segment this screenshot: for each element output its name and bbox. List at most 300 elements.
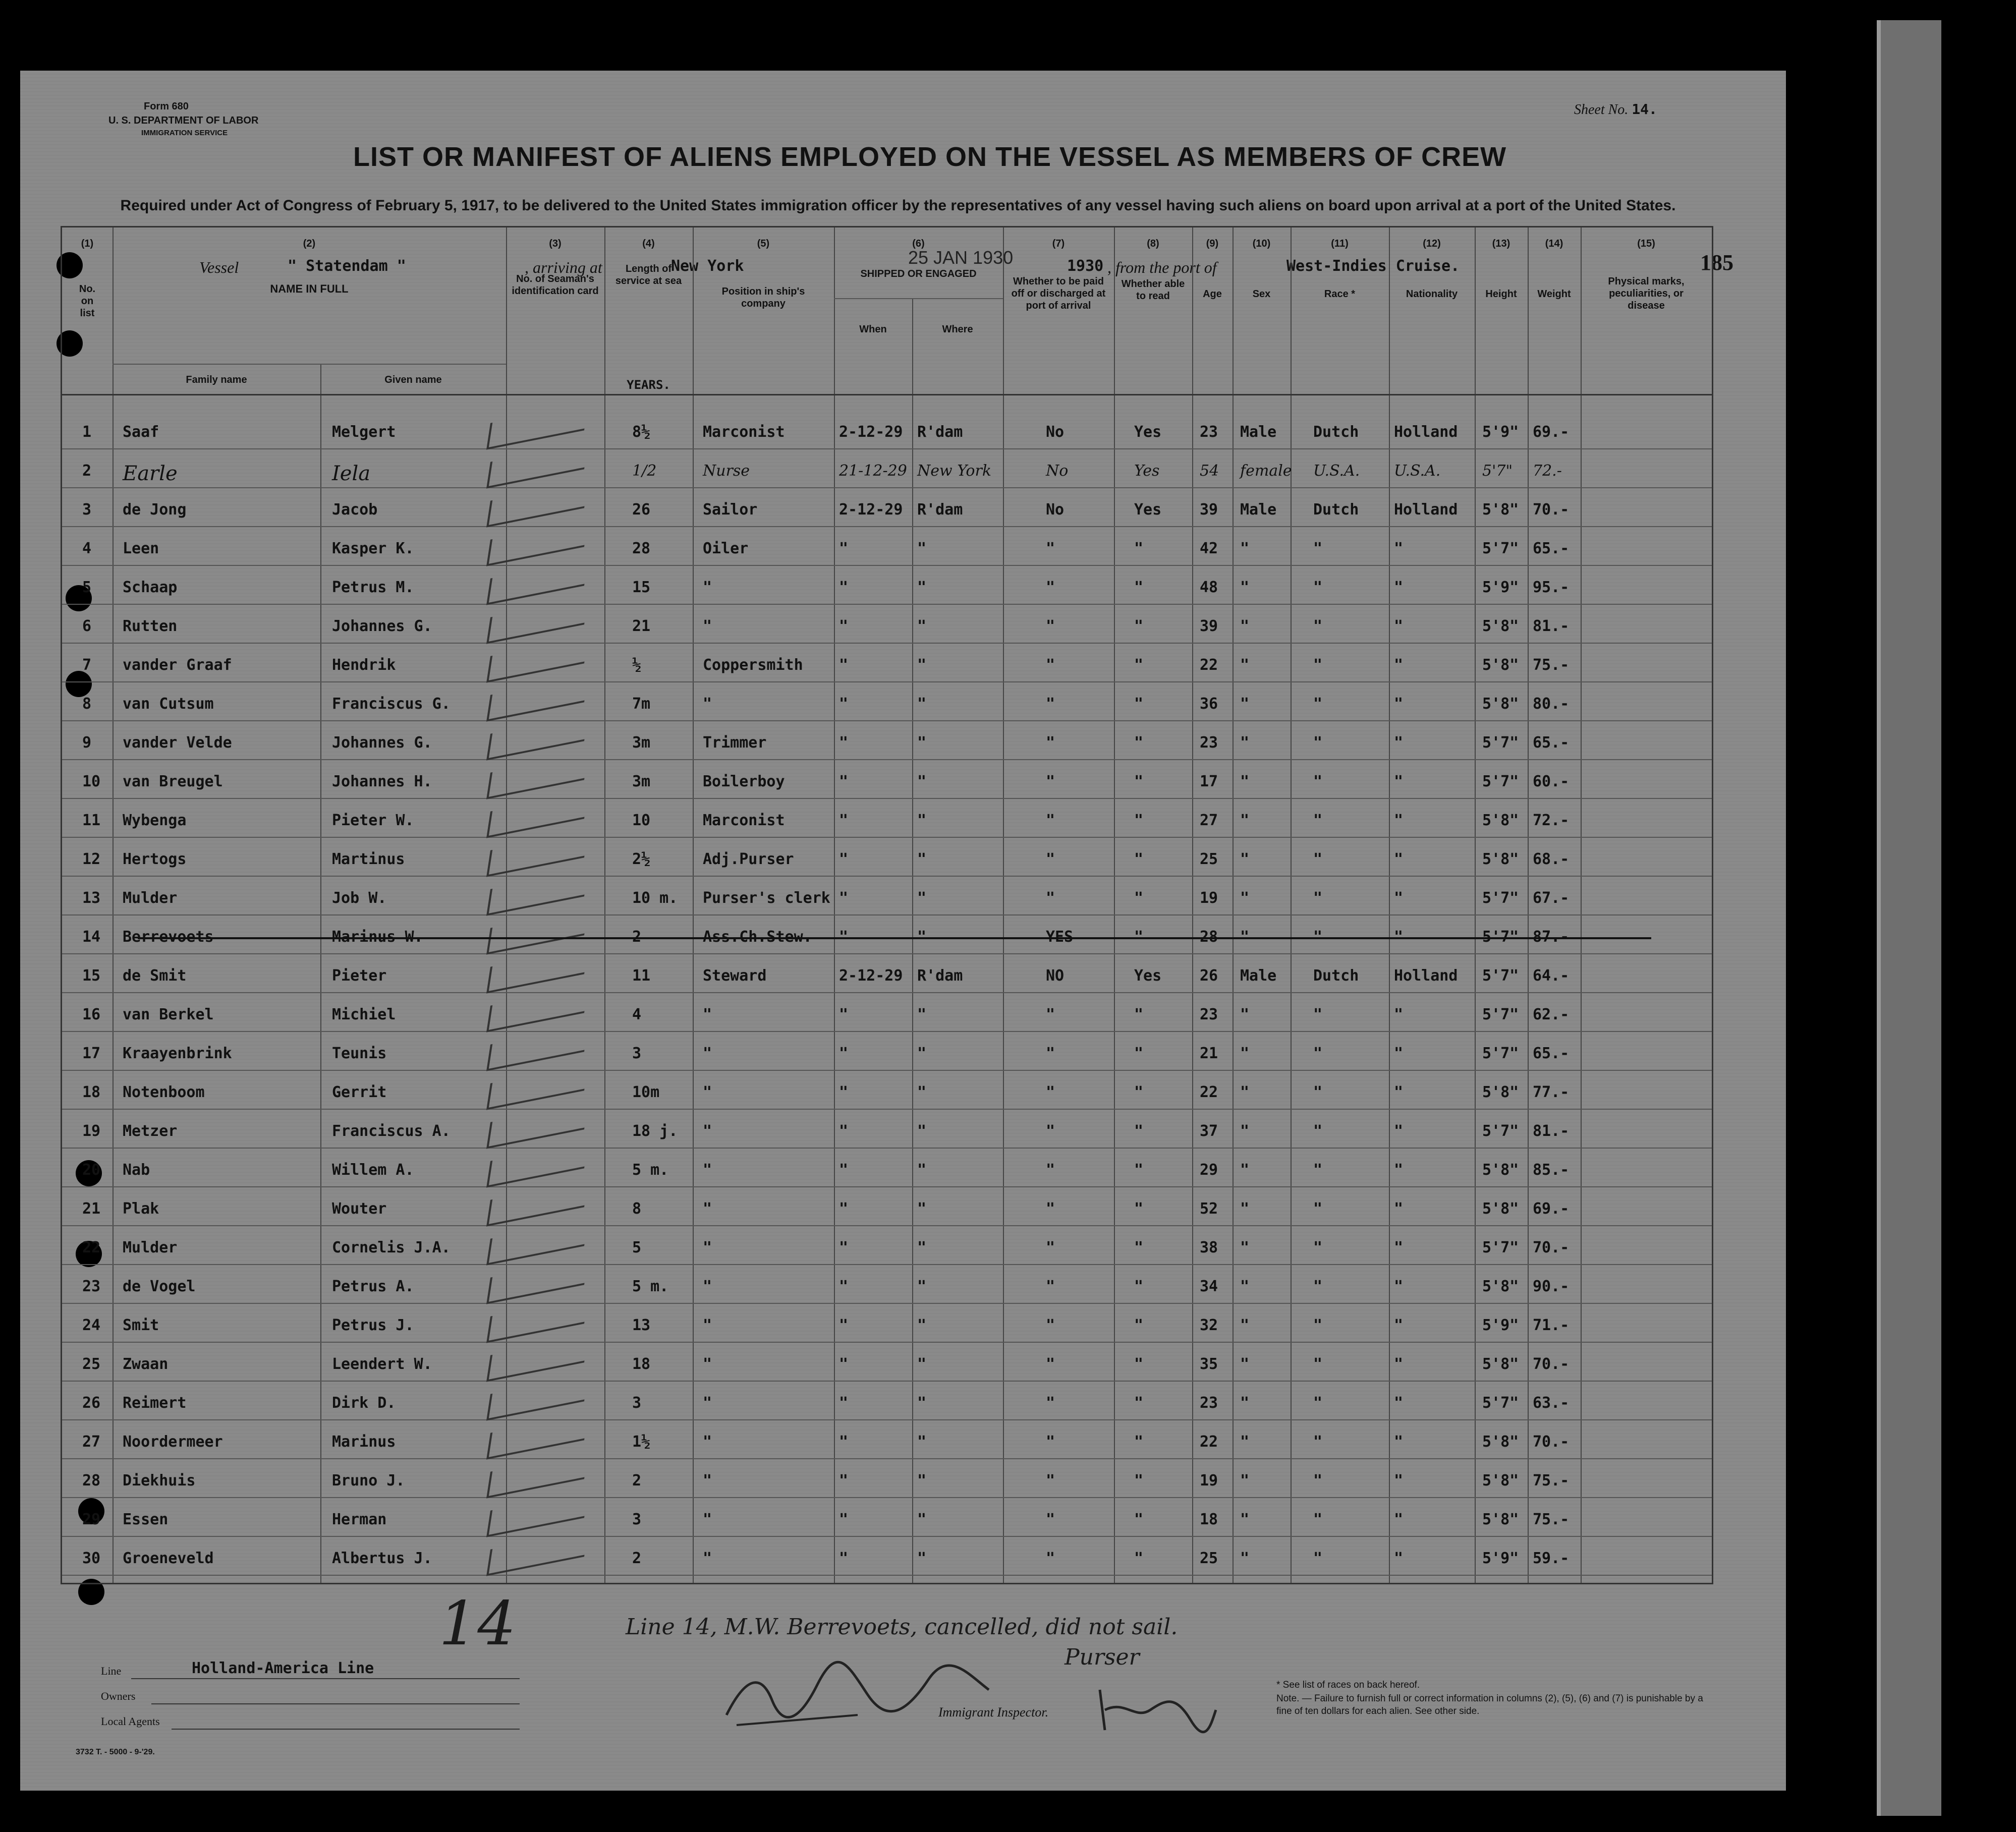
shipped-when: " [839, 812, 849, 829]
paid-off: " [1046, 1278, 1055, 1295]
shipped-where: " [917, 579, 927, 596]
col-divider [604, 227, 605, 1583]
paid-off: " [1046, 1045, 1055, 1062]
weight: 68.- [1533, 850, 1570, 868]
able-to-read: Yes [1134, 462, 1160, 480]
row-number: 20 [82, 1161, 101, 1179]
shipped-where: " [917, 1511, 927, 1528]
given-name: Johannes G. [332, 617, 432, 635]
position: Purser's clerk [703, 889, 830, 907]
check-mark-icon [486, 908, 588, 954]
able-to-read: " [1134, 734, 1144, 752]
weight: 59.- [1533, 1550, 1570, 1567]
shipped-where: " [917, 1200, 927, 1218]
age: 29 [1200, 1161, 1218, 1179]
position: Marconist [703, 423, 785, 441]
col14-num: (14) [1545, 238, 1563, 249]
strike-through-line [138, 937, 1651, 939]
given-name: Pieter W. [332, 812, 414, 829]
row-number: 24 [82, 1316, 101, 1334]
row-number: 11 [82, 812, 101, 829]
row-rule [62, 992, 1712, 993]
family-name: Noordermeer [123, 1433, 223, 1451]
weight: 72.- [1533, 462, 1562, 480]
able-to-read: " [1134, 812, 1144, 829]
row-number: 12 [82, 850, 101, 868]
able-to-read: " [1134, 1316, 1144, 1334]
weight: 70.- [1533, 1433, 1570, 1451]
shipped-where: " [917, 540, 927, 557]
family-name: Smit [123, 1316, 159, 1334]
row-rule [62, 837, 1712, 838]
position: " [703, 695, 712, 713]
sex: " [1240, 1472, 1250, 1490]
sex: " [1240, 540, 1250, 557]
col11-num: (11) [1331, 238, 1349, 249]
row-rule [62, 681, 1712, 682]
shipped-where: " [917, 1278, 927, 1295]
nationality: " [1394, 812, 1404, 829]
nationality: " [1394, 1394, 1404, 1412]
age: 36 [1200, 695, 1218, 713]
nationality: " [1394, 656, 1404, 674]
col2-num: (2) [303, 238, 316, 249]
sex: " [1240, 773, 1250, 790]
given-name: Albertus J. [332, 1550, 432, 1567]
shipped-when: " [839, 1316, 849, 1334]
position: " [703, 1355, 712, 1373]
position: " [703, 1161, 712, 1179]
shipped-when: " [839, 1006, 849, 1023]
nationality: " [1394, 889, 1404, 907]
binding-strip [1877, 20, 1941, 1816]
nationality: " [1394, 1278, 1404, 1295]
paid-off: NO [1046, 967, 1065, 985]
shipped-where: R'dam [917, 423, 963, 441]
check-mark-icon [486, 1297, 588, 1343]
nationality: " [1394, 695, 1404, 713]
row-number: 17 [82, 1045, 101, 1062]
position: Coppersmith [703, 656, 803, 674]
row-number: 8 [82, 695, 92, 713]
sex: " [1240, 1355, 1250, 1373]
race: Dutch [1313, 967, 1359, 985]
col-divider [834, 227, 835, 1583]
shipped-when: " [839, 1394, 849, 1412]
race: " [1313, 1045, 1323, 1062]
position: Trimmer [703, 734, 767, 752]
paid-off: " [1046, 1316, 1055, 1334]
check-mark-icon [486, 986, 588, 1032]
shipped-where: R'dam [917, 967, 963, 985]
shipped-when: 2-12-29 [839, 501, 903, 519]
family-name: Diekhuis [123, 1472, 196, 1490]
check-mark-icon [486, 520, 588, 566]
sex: " [1240, 1278, 1250, 1295]
race: " [1313, 734, 1323, 752]
age: 48 [1200, 579, 1218, 596]
col7-num: (7) [1052, 238, 1065, 249]
row-rule [62, 604, 1712, 605]
row-number: 1 [82, 423, 92, 441]
given-name: Hendrik [332, 656, 396, 674]
able-to-read: " [1134, 540, 1144, 557]
length-of-service: 5 m. [632, 1278, 669, 1295]
row-number: 18 [82, 1083, 101, 1101]
sex: " [1240, 656, 1250, 674]
race: " [1313, 617, 1323, 635]
height: 5'7" [1482, 889, 1519, 907]
shipped-when: 21-12-29 [839, 462, 907, 480]
age: 19 [1200, 889, 1218, 907]
age: 22 [1200, 656, 1218, 674]
position: " [703, 1316, 712, 1334]
height: 5'9" [1482, 1316, 1519, 1334]
row-rule [62, 448, 1712, 449]
able-to-read: " [1134, 1122, 1144, 1140]
length-of-service: 10 m. [632, 889, 678, 907]
sex: Male [1240, 967, 1277, 985]
shipped-when: 2-12-29 [839, 423, 903, 441]
row-number: 14 [82, 928, 101, 946]
check-mark-icon [486, 792, 588, 838]
page-title: LIST OR MANIFEST OF ALIENS EMPLOYED ON THE VESSEL AS MEMBERS OF CREW [353, 142, 1507, 172]
given-name: Cornelis J.A. [332, 1239, 451, 1256]
race: " [1313, 1200, 1323, 1218]
age: 18 [1200, 1511, 1218, 1528]
row-rule [62, 1536, 1712, 1537]
row-number: 25 [82, 1355, 101, 1373]
position: " [703, 1083, 712, 1101]
position: Ass.Ch.Stew. [703, 928, 812, 946]
able-to-read: " [1134, 1394, 1144, 1412]
race: " [1313, 1394, 1323, 1412]
check-mark-icon [486, 481, 588, 527]
col-given-header: Given name [384, 374, 442, 385]
vessel-name: " Statendam " [288, 257, 406, 275]
row-rule [62, 914, 1712, 915]
given-name: Bruno J. [332, 1472, 405, 1490]
col9-num: (9) [1206, 238, 1219, 249]
family-name: Reimert [123, 1394, 187, 1412]
shipped-where: " [917, 812, 927, 829]
shipped-where: " [917, 617, 927, 635]
col4-num: (4) [642, 238, 655, 249]
position: Sailor [703, 501, 758, 519]
paid-off: " [1046, 1355, 1055, 1373]
col6-num: (6) [912, 238, 925, 249]
weight: 65.- [1533, 734, 1570, 752]
able-to-read: " [1134, 773, 1144, 790]
race: " [1313, 1433, 1323, 1451]
sex: Male [1240, 423, 1277, 441]
family-name: Mulder [123, 1239, 178, 1256]
check-mark-icon [486, 831, 588, 877]
shipped-where: " [917, 1239, 927, 1256]
length-of-service: 3 [632, 1045, 642, 1062]
row-number: 19 [82, 1122, 101, 1140]
check-mark-icon [486, 1025, 588, 1071]
nationality: " [1394, 1161, 1404, 1179]
col-paid-header: Whether to be paid off or discharged at port of arrival [1011, 276, 1106, 311]
shipped-when: " [839, 773, 849, 790]
weight: 75.- [1533, 656, 1570, 674]
race: " [1313, 928, 1323, 946]
row-rule [62, 1303, 1712, 1304]
nationality: " [1394, 1355, 1404, 1373]
sex: " [1240, 695, 1250, 713]
weight: 75.- [1533, 1511, 1570, 1528]
row-rule [62, 643, 1712, 644]
shipped-when: " [839, 695, 849, 713]
check-mark-icon [486, 947, 588, 993]
shipped-when: " [839, 889, 849, 907]
race: " [1313, 656, 1323, 674]
race: " [1313, 1550, 1323, 1567]
row-number: 29 [82, 1511, 101, 1528]
nationality: " [1394, 773, 1404, 790]
col-read-header: Whether able to read [1121, 278, 1185, 302]
penalty-note: Note. — Failure to furnish full or correct information in columns (2), (5), (6) and (7) is punishable by a fine of ten dollars for each alien. See other side. [1276, 1693, 1703, 1716]
nationality: " [1394, 1550, 1404, 1567]
col-divider [693, 227, 694, 1583]
family-name: de Jong [123, 501, 187, 519]
col-length-unit: YEARS. [627, 378, 670, 392]
position: Oiler [703, 540, 749, 557]
race: " [1313, 695, 1323, 713]
paid-off: " [1046, 579, 1055, 596]
col12-num: (12) [1423, 238, 1441, 249]
length-of-service: 7m [632, 695, 651, 713]
col-position-header: Position in ship's company [721, 286, 805, 309]
check-mark-icon [486, 598, 588, 644]
able-to-read: " [1134, 617, 1144, 635]
height: 5'8" [1482, 1433, 1519, 1451]
length-of-service: 3 [632, 1394, 642, 1412]
able-to-read: Yes [1134, 967, 1162, 985]
shipped-when: " [839, 1550, 849, 1567]
header-divider [834, 298, 1003, 299]
weight: 70.- [1533, 1355, 1570, 1373]
length-of-service: 1/2 [632, 462, 657, 480]
race: " [1313, 1278, 1323, 1295]
height: 5'7" [1482, 462, 1513, 480]
position: Nurse [703, 462, 750, 480]
row-number: 22 [82, 1239, 101, 1256]
check-mark-icon [486, 1530, 588, 1576]
given-name: Johannes H. [332, 773, 432, 790]
age: 35 [1200, 1355, 1218, 1373]
length-of-service: 2½ [632, 850, 651, 868]
age: 39 [1200, 501, 1218, 519]
race: " [1313, 1122, 1323, 1140]
length-of-service: 5 [632, 1239, 642, 1256]
date-stamp: 25 JAN 1930 [908, 247, 1014, 268]
shipped-where: " [917, 1394, 927, 1412]
family-name: Zwaan [123, 1355, 169, 1373]
paid-off: " [1046, 656, 1055, 674]
row-number: 3 [82, 501, 92, 519]
row-rule [62, 1575, 1712, 1576]
row-rule [62, 720, 1712, 721]
shipped-where: " [917, 773, 927, 790]
length-of-service: 26 [632, 501, 651, 519]
row-number: 13 [82, 889, 101, 907]
given-name: Franciscus A. [332, 1122, 451, 1140]
col5-num: (5) [757, 238, 770, 249]
height: 5'7" [1482, 540, 1519, 557]
sheet-label-text: Sheet No. [1574, 102, 1629, 118]
weight: 62.- [1533, 1006, 1570, 1023]
row-rule [62, 1381, 1712, 1382]
sex: " [1240, 889, 1250, 907]
able-to-read: " [1134, 1161, 1144, 1179]
given-name: Wouter [332, 1200, 387, 1218]
able-to-read: " [1134, 695, 1144, 713]
given-name: Michiel [332, 1006, 396, 1023]
sex: female [1240, 462, 1292, 480]
col3-num: (3) [549, 238, 562, 249]
sex: Male [1240, 501, 1277, 519]
weight: 90.- [1533, 1278, 1570, 1295]
row-number: 2 [82, 462, 92, 480]
col-name-header: NAME IN FULL [270, 282, 349, 295]
age: 54 [1200, 462, 1219, 480]
shipped-where: " [917, 1083, 927, 1101]
cancellation-note: Line 14, M.W. Berrevoets, cancelled, did not sail. [626, 1614, 1178, 1640]
given-name: Pieter [332, 967, 387, 985]
row-number: 23 [82, 1278, 101, 1295]
length-of-service: 21 [632, 617, 651, 635]
paid-off: " [1046, 1161, 1055, 1179]
row-number: 9 [82, 734, 92, 752]
length-of-service: 18 j. [632, 1122, 678, 1140]
purser-label: Purser [1065, 1644, 1140, 1670]
sex: " [1240, 1550, 1250, 1567]
nationality: " [1394, 1239, 1404, 1256]
check-mark-icon [486, 404, 588, 449]
col-length-header: Length of service at sea [615, 263, 682, 287]
nationality: U.S.A. [1394, 462, 1441, 480]
row-number: 26 [82, 1394, 101, 1412]
race: " [1313, 773, 1323, 790]
length-of-service: 2 [632, 1550, 642, 1567]
nationality: " [1394, 579, 1404, 596]
length-of-service: 8 [632, 1200, 642, 1218]
length-of-service: 10m [632, 1083, 660, 1101]
family-name: de Vogel [123, 1278, 196, 1295]
family-name: vander Velde [123, 734, 232, 752]
row-rule [62, 1109, 1712, 1110]
shipped-when: " [839, 1511, 849, 1528]
shipped-where: " [917, 1122, 927, 1140]
length-of-service: 2 [632, 1472, 642, 1490]
col10-num: (10) [1252, 238, 1271, 249]
race: Dutch [1313, 501, 1359, 519]
paid-off: " [1046, 617, 1055, 635]
shipped-when: " [839, 1045, 849, 1062]
row-number: 28 [82, 1472, 101, 1490]
sex: " [1240, 1006, 1250, 1023]
position: Boilerboy [703, 773, 785, 790]
paid-off: " [1046, 695, 1055, 713]
able-to-read: " [1134, 1239, 1144, 1256]
shipped-when: " [839, 1472, 849, 1490]
able-to-read: " [1134, 1355, 1144, 1373]
sex: " [1240, 1511, 1250, 1528]
paid-off: " [1046, 1550, 1055, 1567]
check-mark-icon [486, 1336, 588, 1382]
sex: " [1240, 1394, 1250, 1412]
given-name: Petrus J. [332, 1316, 414, 1334]
age: 25 [1200, 1550, 1218, 1567]
able-to-read: " [1134, 889, 1144, 907]
family-name: Mulder [123, 889, 178, 907]
family-name: Berrevoets [123, 928, 214, 946]
race: " [1313, 1355, 1323, 1373]
shipped-when: " [839, 540, 849, 557]
nationality: " [1394, 617, 1404, 635]
length-of-service: 3 [632, 1511, 642, 1528]
given-name: Gerrit [332, 1083, 387, 1101]
shipped-when: " [839, 1200, 849, 1218]
shipped-where: " [917, 1550, 927, 1567]
agents-rule [172, 1729, 520, 1730]
col-height-header: Height [1485, 289, 1517, 300]
crew-table [61, 226, 1713, 1584]
given-name: Herman [332, 1511, 387, 1528]
length-of-service: 1½ [632, 1433, 651, 1451]
family-name: Nab [123, 1161, 150, 1179]
height: 5'8" [1482, 1278, 1519, 1295]
col-divider [1114, 227, 1115, 1583]
check-mark-icon [486, 1258, 588, 1304]
race: " [1313, 1472, 1323, 1490]
given-name: Martinus [332, 850, 405, 868]
check-mark-icon [486, 1064, 588, 1110]
row-number: 6 [82, 617, 92, 635]
col-no-header: No. on list [79, 283, 96, 319]
race: " [1313, 1083, 1323, 1101]
row-number: 7 [82, 656, 92, 674]
length-of-service: 4 [632, 1006, 642, 1023]
race: U.S.A. [1313, 462, 1360, 480]
row-rule [62, 1419, 1712, 1420]
weight: 69.- [1533, 1200, 1570, 1218]
length-of-service: 15 [632, 579, 651, 596]
able-to-read: " [1134, 1278, 1144, 1295]
paid-off: " [1046, 1122, 1055, 1140]
position: " [703, 1006, 712, 1023]
family-name: de Smit [123, 967, 187, 985]
nationality: Holland [1394, 501, 1458, 519]
arriving-label: , arriving at [525, 258, 602, 276]
height: 5'8" [1482, 1083, 1519, 1101]
race: " [1313, 579, 1323, 596]
height: 5'8" [1482, 617, 1519, 635]
family-name: Groeneveld [123, 1550, 214, 1567]
height: 5'7" [1482, 1045, 1519, 1062]
header-divider [113, 364, 506, 365]
col-marks-header: Physical marks, peculiarities, or disease [1608, 276, 1685, 311]
row-rule [62, 1070, 1712, 1071]
col1-num: (1) [81, 238, 94, 249]
given-name: Teunis [332, 1045, 387, 1062]
row-rule [62, 1342, 1712, 1343]
family-name: Schaap [123, 579, 178, 596]
family-name: Leen [123, 540, 159, 557]
age: 19 [1200, 1472, 1218, 1490]
